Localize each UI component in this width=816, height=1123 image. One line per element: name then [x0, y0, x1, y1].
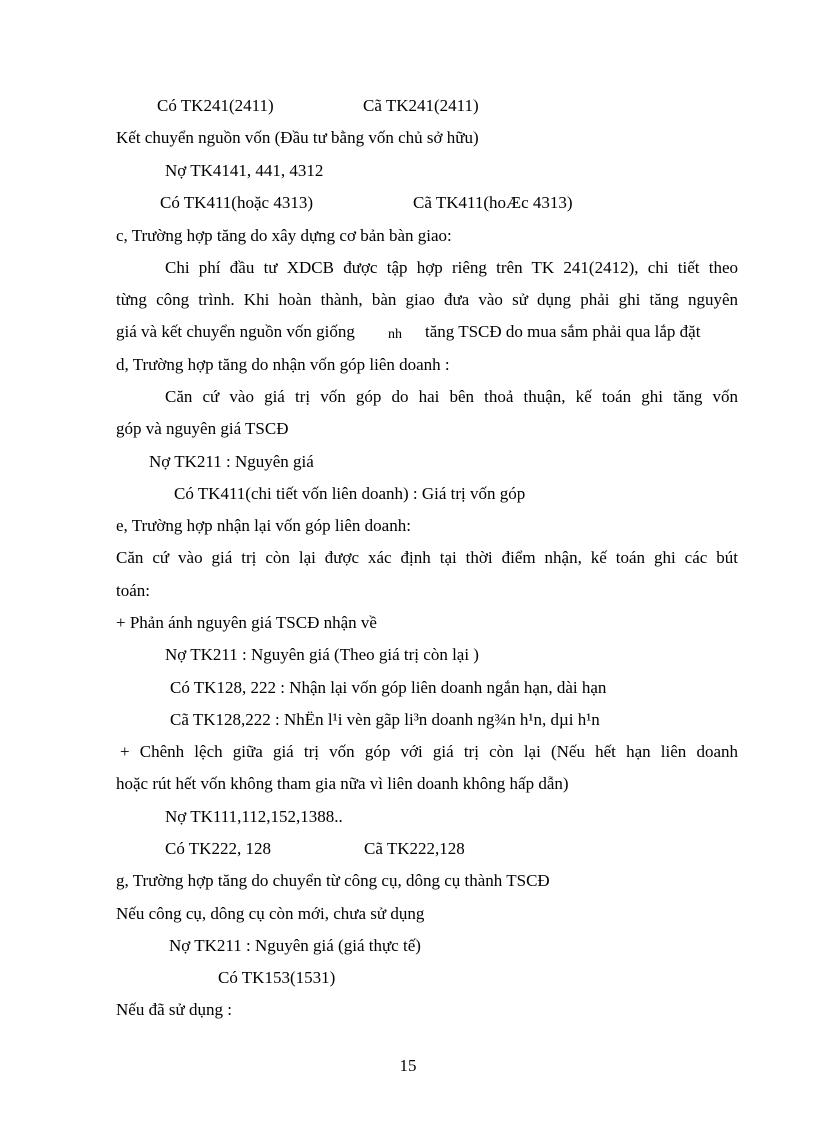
line-13: Có TK411(chi tiết vốn liên doanh) : Giá trị vốn góp — [174, 484, 526, 503]
line-21: + Chênh lệch giữa giá trị vốn góp với giá trị còn lại (Nếu hết hạn liên doanh — [120, 742, 738, 761]
line-10: Căn cứ vào giá trị vốn góp do hai bên thoả thuận, kế toán ghi tăng vốn — [165, 387, 738, 406]
line-19: Có TK128, 222 : Nhận lại vốn góp liên doanh ngắn hạn, dài hạn — [170, 678, 607, 697]
line-29: Nếu đã sử dụng : — [116, 1000, 232, 1019]
line-22: hoặc rút hết vốn không tham gia nữa vì liên doanh không hấp dẫn) — [116, 774, 569, 793]
line-3: Nợ TK4141, 441, 4312 — [165, 161, 324, 180]
line-4b: Cã TK411(hoÆc 4313) — [413, 193, 573, 212]
heading-d: d, Trường hợp tăng do nhận vốn góp liên doanh : — [116, 355, 450, 374]
line-24b: Cã TK222,128 — [364, 839, 465, 858]
line-23: Nợ TK111,112,152,1388.. — [165, 807, 343, 826]
heading-e: e, Trường hợp nhận lại vốn góp liên doanh: — [116, 516, 411, 535]
line-15: Căn cứ vào giá trị còn lại được xác định tại thời điểm nhận, kế toán ghi các bút — [116, 548, 738, 567]
line-27: Nợ TK211 : Nguyên giá (giá thực tế) — [169, 936, 421, 955]
line-6: Chi phí đầu tư XDCB được tập hợp riêng trên TK 241(2412), chi tiết theo — [165, 258, 738, 277]
line-8b: tăng TSCĐ do mua sắm phải qua lắp đặt — [425, 322, 701, 341]
line-26: Nếu công cụ, dông cụ còn mới, chưa sử dụng — [116, 904, 425, 923]
line-2: Kết chuyển nguồn vốn (Đầu tư bằng vốn chủ sở hữu) — [116, 128, 479, 147]
line-18: Nợ TK211 : Nguyên giá (Theo giá trị còn lại ) — [165, 645, 479, 664]
line-1b: Cã TK241(2411) — [363, 96, 479, 115]
line-12: Nợ TK211 : Nguyên giá — [149, 452, 314, 471]
line-16: toán: — [116, 581, 150, 600]
line-24a: Có TK222, 128 — [165, 839, 271, 858]
line-4a: Có TK411(hoặc 4313) — [160, 193, 313, 212]
line-7: từng công trình. Khi hoàn thành, bàn giao đưa vào sử dụng phải ghi tăng nguyên — [116, 290, 738, 309]
page-number: 15 — [399, 1056, 417, 1075]
line-8a: giá và kết chuyển nguồn vốn giống — [116, 322, 355, 341]
line-11: góp và nguyên giá TSCĐ — [116, 419, 289, 438]
line-20: Cã TK128,222 : NhËn l¹i vèn gãp li³n doanh ng¾n h¹n, dµi h¹n — [170, 710, 600, 729]
line-17: + Phản ánh nguyên giá TSCĐ nhận về — [116, 613, 377, 632]
line-8-sub: nh — [388, 327, 402, 342]
heading-c: c, Trường hợp tăng do xây dựng cơ bản bàn giao: — [116, 226, 452, 245]
line-28: Có TK153(1531) — [218, 968, 336, 987]
line-1a: Có TK241(2411) — [157, 96, 274, 115]
heading-g: g, Trường hợp tăng do chuyển từ công cụ, dông cụ thành TSCĐ — [116, 871, 550, 890]
